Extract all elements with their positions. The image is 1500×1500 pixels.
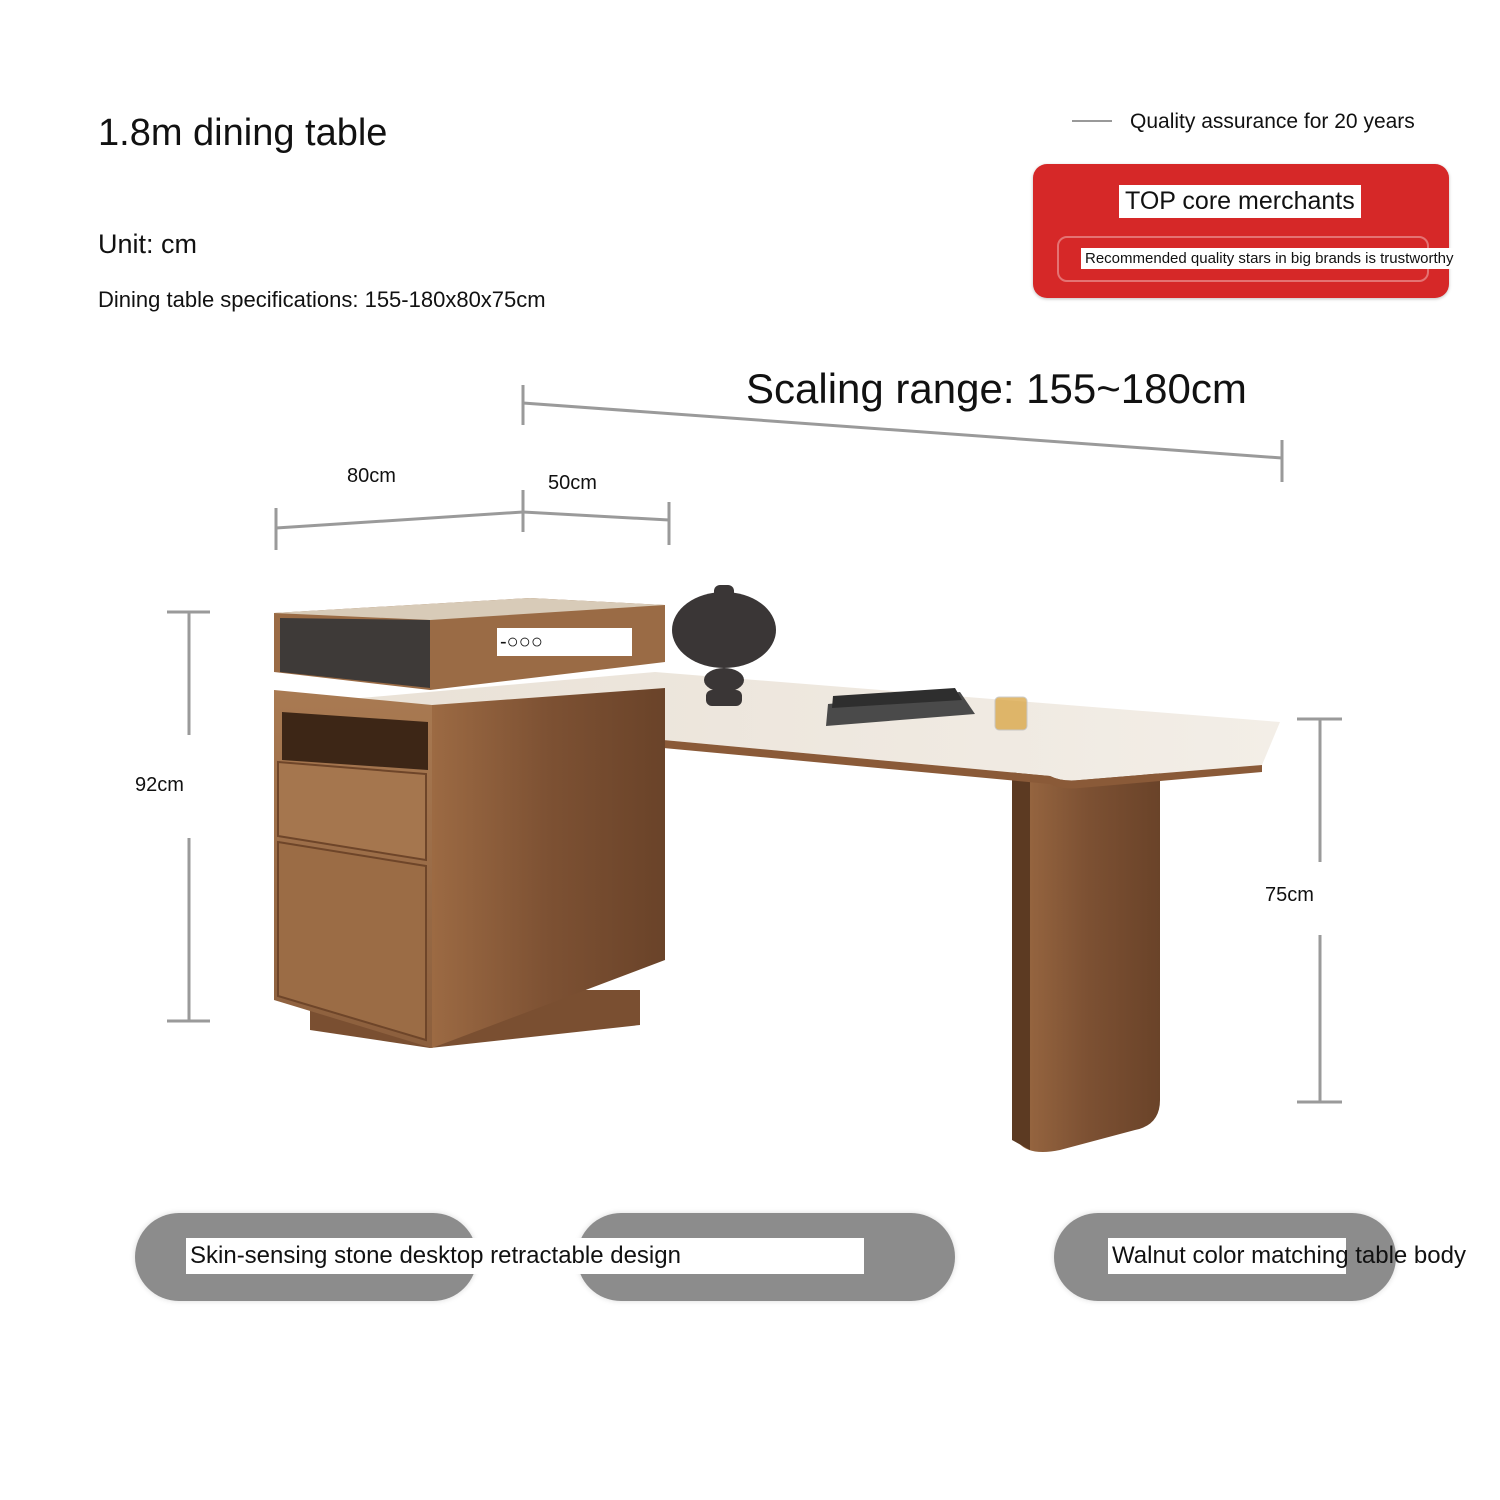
extension-label: 50cm [548, 472, 597, 494]
unit-label: Unit: cm [98, 229, 198, 259]
feature-walnut-body: Walnut color matching table body [1108, 1238, 1346, 1274]
quality-assurance-text: Quality assurance for 20 years [1130, 110, 1415, 133]
drawer-label: -○○○ [497, 628, 632, 656]
badge-title: TOP core merchants [1119, 185, 1361, 218]
depth-label: 80cm [347, 465, 396, 487]
badge-subtitle: Recommended quality stars in big brands is trustworthy [1081, 248, 1458, 269]
merchant-badge [1033, 164, 1454, 298]
quality-divider [1072, 120, 1112, 122]
feature-stone-desktop: Skin-sensing stone desktop retractable design [186, 1238, 864, 1274]
page-title: 1.8m dining table [98, 112, 388, 154]
table-height-label: 75cm [1265, 884, 1314, 906]
cabinet-height-label: 92cm [135, 774, 184, 796]
scaling-range-label: Scaling range: 155~180cm [746, 365, 1247, 412]
spec-label: Dining table specifications: 155-180x80x75cm [98, 287, 546, 312]
